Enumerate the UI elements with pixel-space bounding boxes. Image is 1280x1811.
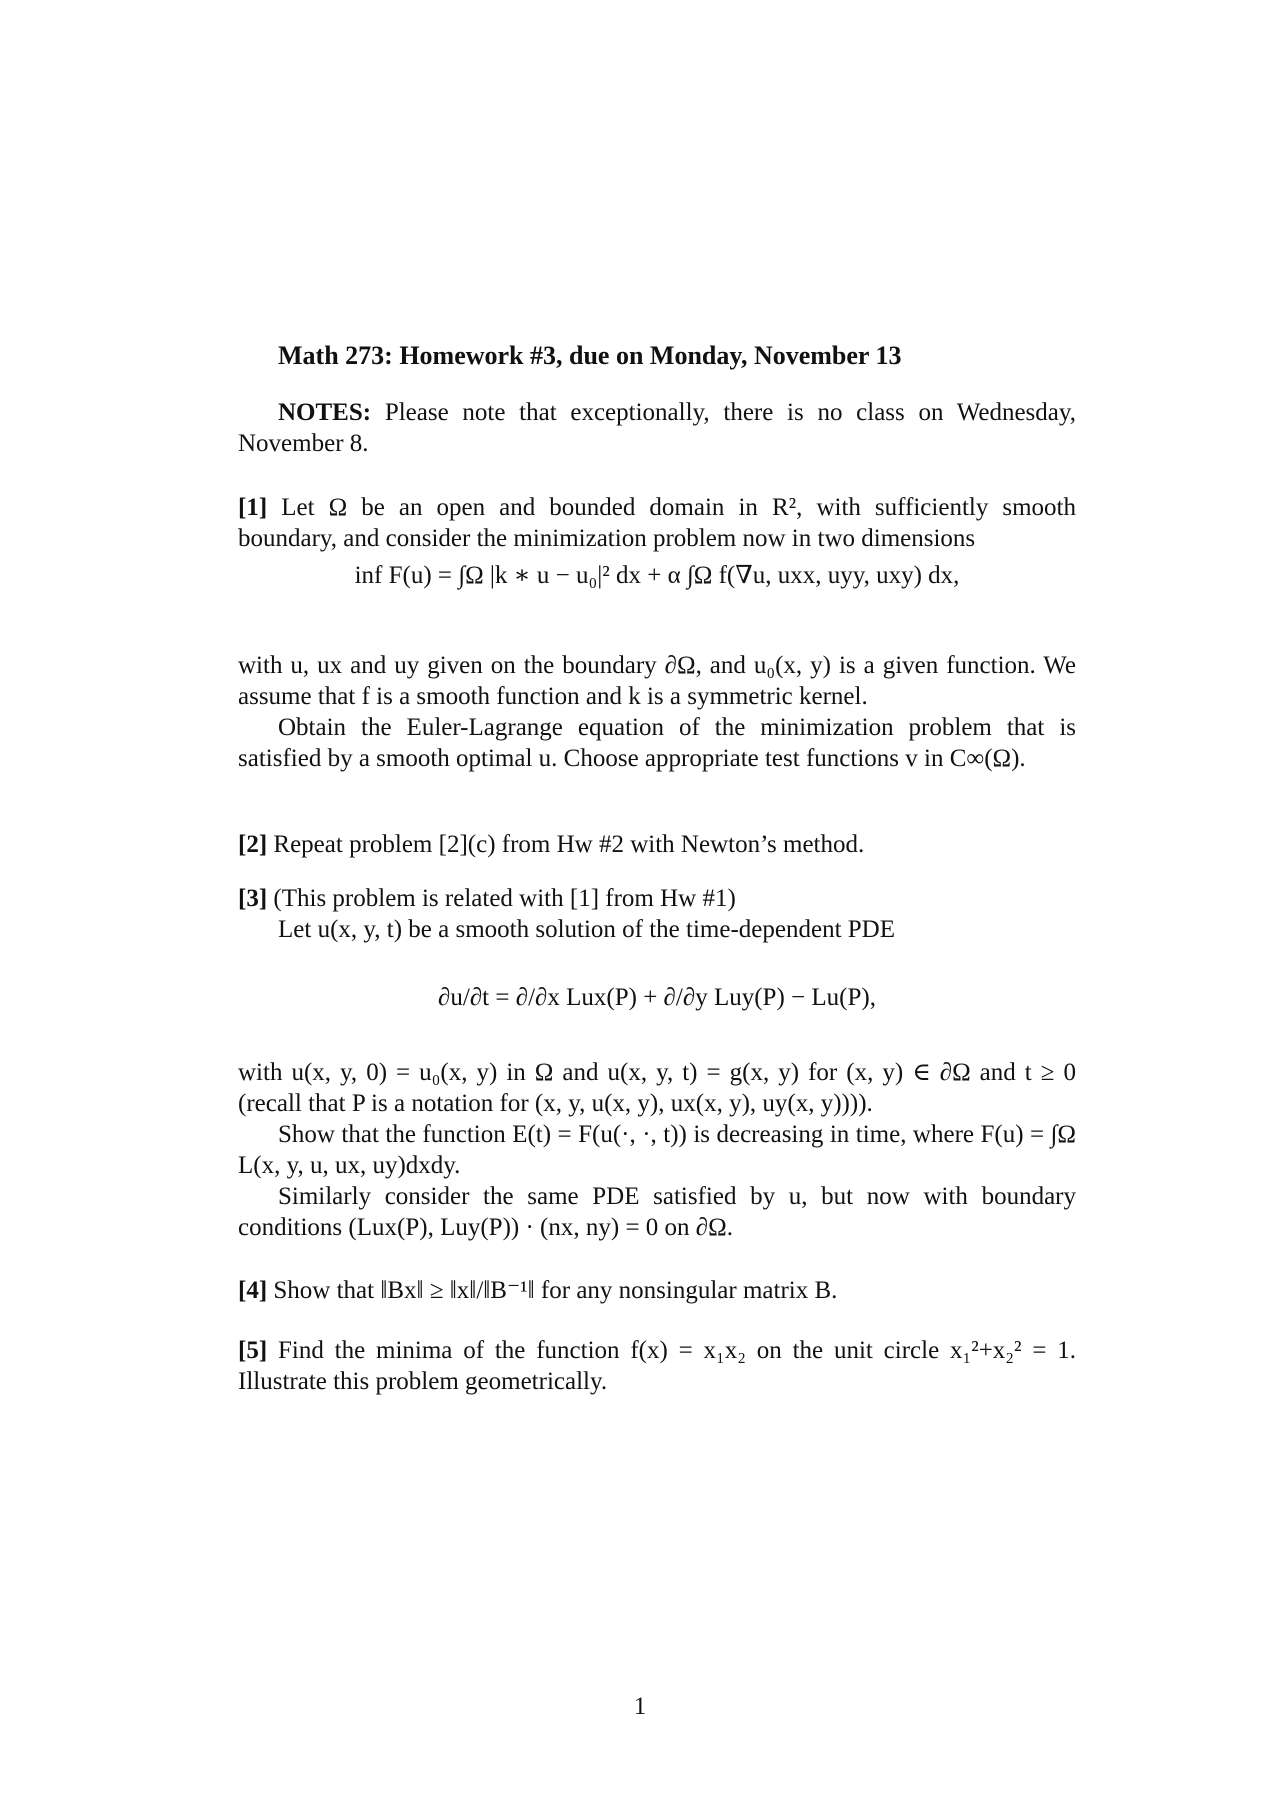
problem-2-text: Repeat problem [2](c) from Hw #2 with Newton’s method. [273, 831, 865, 858]
problem-1-intro-text: Let Ω be an open and bounded domain in R², with sufficiently smooth boundary, and consider the minimization problem now in two dimensions [238, 494, 1077, 552]
problem-2-number: [2] [238, 831, 268, 858]
problem-3-equation: ∂u/∂t = ∂/∂x Lux(P) + ∂/∂y Luy(P) − Lu(P), [438, 984, 876, 1011]
notes-paragraph [238, 397, 1076, 459]
notes-label: NOTES: [278, 399, 372, 426]
problem-5 [238, 1335, 1076, 1397]
problem-3-intro [238, 883, 1076, 914]
problem-3-intro-text: (This problem is related with [1] from Hw #1) [273, 885, 736, 912]
problem-5-text: Find the minima of the function f(x) = x₁x₂ on the unit circle x₁²+x₂² = 1. Illustrate this problem geometrically. [238, 1337, 1076, 1395]
notes-text: Please note that exceptionally, there is no class on Wednesday, November 8. [238, 399, 1076, 457]
problem-3-number: [3] [238, 885, 268, 912]
problem-3-conditions: with u(x, y, 0) = u₀(x, y) in Ω and u(x, y, t) = g(x, y) for (x, y) ∈ ∂Ω and t ≥ 0 (recall that P is a notation for (x, y, u(x, y), ux(x, y), uy(x, y)))). [238, 1059, 1076, 1117]
problem-1-task: Obtain the Euler-Lagrange equation of the minimization problem that is satisfied by a smooth optimal u. Choose appropriate test functions v in C∞(Ω). [238, 714, 1076, 772]
problem-2 [238, 829, 1076, 860]
problem-1-equation: inf F(u) = ∫Ω |k ∗ u − u₀|² dx + α ∫Ω f(∇u, uxx, uyy, uxy) dx, [354, 562, 960, 589]
problem-4 [238, 1275, 1076, 1306]
problem-1-number: [1] [238, 494, 268, 521]
problem-1-intro [238, 492, 1076, 554]
problem-3-similarly: Similarly consider the same PDE satisfied by u, but now with boundary conditions (Lux(P), Luy(P)) · (nx, ny) = 0 on ∂Ω. [238, 1183, 1076, 1241]
problem-3-line2: Let u(x, y, t) be a smooth solution of the time-dependent PDE [278, 916, 896, 943]
problem-4-number: [4] [238, 1277, 268, 1304]
homework-title: Math 273: Homework #3, due on Monday, November 13 [278, 341, 902, 370]
problem-1-after: with u, ux and uy given on the boundary ∂Ω, and u₀(x, y) is a given function. We assume that f is a smooth function and k is a symmetric kernel. [238, 652, 1076, 710]
problem-4-text: Show that ‖Bx‖ ≥ ‖x‖/‖B⁻¹‖ for any nonsingular matrix B. [273, 1277, 838, 1304]
problem-5-number: [5] [238, 1337, 268, 1364]
page-number: 1 [633, 1693, 647, 1720]
problem-3-show: Show that the function E(t) = F(u(·, ·, t)) is decreasing in time, where F(u) = ∫Ω L(x, y, u, ux, uy)dxdy. [238, 1121, 1076, 1179]
